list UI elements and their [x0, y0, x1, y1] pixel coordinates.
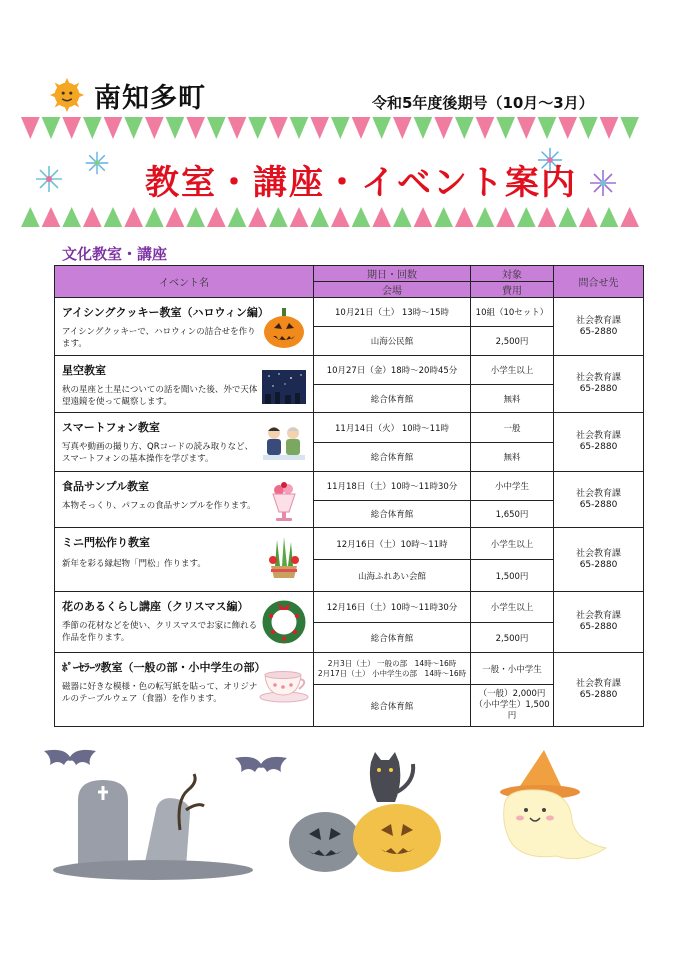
- event-fee: [471, 685, 554, 727]
- kadomatsu-icon: [261, 536, 307, 580]
- event-target: 一般・小中学生: [471, 653, 554, 685]
- bunting-flag: [414, 207, 433, 227]
- event-fee: 1,650円: [471, 501, 554, 528]
- bunting-flag: [455, 207, 474, 227]
- event-venue: 山海ふれあい会館: [314, 560, 471, 592]
- event-name-cell: [55, 653, 314, 727]
- contact-cell: [554, 298, 644, 356]
- table-row: [55, 472, 644, 501]
- table-row: [55, 356, 644, 385]
- bunting-flag: [83, 207, 102, 227]
- bunting-flag: [352, 117, 371, 139]
- event-title: 星空教室: [62, 364, 106, 377]
- event-target: 10組（10セット）: [471, 298, 554, 327]
- bunting-flag: [269, 117, 288, 139]
- bunting-flag: [372, 207, 391, 227]
- event-description: 磁器に好きな模様・色の転写紙を貼って、オリジナルのテーブルウェア（食器）を作ります。: [62, 682, 258, 704]
- contact-cell: [554, 413, 644, 472]
- bunting-flag: [476, 207, 495, 227]
- bunting-flag: [166, 207, 185, 227]
- contact-tel: 65-2880: [579, 622, 618, 632]
- bunting-flag: [207, 207, 226, 227]
- header-date-count: 期日・回数: [314, 266, 471, 282]
- event-target: 小学生以上: [471, 592, 554, 623]
- event-date: 11月18日（土）10時～11時30分: [314, 472, 471, 501]
- bunting-flag: [496, 207, 515, 227]
- contact-tel: 65-2880: [579, 499, 618, 510]
- bunting-flag: [166, 117, 185, 139]
- events-table: [54, 265, 644, 727]
- parfait-icon: [261, 480, 307, 524]
- bunting-flag: [331, 207, 350, 227]
- bunting-flag: [124, 117, 143, 139]
- bunting-flag: [372, 117, 391, 139]
- event-title: アイシングクッキー教室（ハロウィン編）: [62, 306, 269, 319]
- snowflake-icon: [84, 150, 110, 176]
- bunting-flag: [186, 207, 205, 227]
- bunting-flag: [600, 207, 619, 227]
- bunting-flag: [620, 117, 639, 139]
- bunting-flag: [186, 117, 205, 139]
- bunting-flag: [145, 117, 164, 139]
- bunting-flag: [579, 207, 598, 227]
- event-fee: 2,500円: [471, 327, 554, 356]
- bunting-flag: [538, 117, 557, 139]
- contact-cell: [554, 592, 644, 653]
- town-logo: [48, 74, 206, 116]
- bunting-flag: [517, 117, 536, 139]
- snowflake-icon: [588, 168, 618, 198]
- event-description: 写真や動画の撮り方、QRコードの読み取りなど、スマートフォンの基本操作を学びます。: [62, 442, 254, 464]
- christmas-wreath-icon: [261, 600, 307, 644]
- table-row: [55, 528, 644, 560]
- contact-dept: 社会教育課: [575, 315, 621, 326]
- event-date: 10月21日（土） 13時～15時: [314, 298, 471, 327]
- event-target: 一般: [471, 413, 554, 443]
- bunting-flag: [579, 117, 598, 139]
- bunting-flag: [558, 207, 577, 227]
- bunting-flag: [248, 207, 267, 227]
- event-date: [314, 653, 471, 685]
- event-title: 食品サンプル教室: [62, 480, 150, 493]
- table-row: [55, 653, 644, 685]
- header-venue: 会場: [314, 282, 471, 298]
- event-target: 小学生以上: [471, 356, 554, 385]
- bunting-flag: [83, 117, 102, 139]
- event-title: 花のあるくらし講座（クリスマス編）: [62, 600, 249, 613]
- bunting-flag: [558, 117, 577, 139]
- issue-label: 令和5年度後期号（10月～3月）: [372, 94, 594, 112]
- header-fee: 費用: [471, 282, 554, 298]
- bunting-flag: [228, 117, 247, 139]
- event-venue: 総合体育館: [314, 623, 471, 653]
- event-date: 12月16日（土）10時～11時: [314, 528, 471, 560]
- event-name-cell: [55, 298, 314, 356]
- sun-mascot-icon: [48, 76, 86, 114]
- bunting-flag: [21, 117, 40, 139]
- header-contact: 問合せ先: [554, 266, 644, 298]
- event-venue: 総合体育館: [314, 685, 471, 727]
- event-date-line: 2月3日（土） 一般の部 14時～16時: [327, 658, 457, 668]
- bunting-flag: [21, 207, 40, 227]
- bunting-flag: [434, 207, 453, 227]
- table-row: [55, 298, 644, 327]
- event-date: 12月16日（土）10時～11時30分: [314, 592, 471, 623]
- bunting-flag: [600, 117, 619, 139]
- bunting-flag: [538, 207, 557, 227]
- contact-tel: 65-2880: [579, 442, 618, 452]
- event-description: 新年を彩る縁起物「門松」作ります。: [62, 559, 206, 569]
- bunting-flag: [310, 207, 329, 227]
- event-venue: 山海公民館: [314, 327, 471, 356]
- contact-cell: [554, 528, 644, 592]
- bunting-flag: [207, 117, 226, 139]
- event-date: 11月14日（火） 10時～11時: [314, 413, 471, 443]
- event-target: 小中学生: [471, 472, 554, 501]
- event-name-cell: [55, 528, 314, 592]
- bunting-flag: [42, 207, 61, 227]
- bunting-flag: [104, 207, 123, 227]
- table-row: [55, 413, 644, 443]
- event-description: 本物そっくり、パフェの食品サンプルを作ります。: [62, 501, 256, 511]
- bunting-flag: [228, 207, 247, 227]
- snowflake-icon: [34, 164, 64, 194]
- contact-dept: 社会教育課: [575, 488, 621, 499]
- contact-tel: 65-2880: [579, 326, 618, 337]
- event-fee: 2,500円: [471, 623, 554, 653]
- bunting-flag: [124, 207, 143, 227]
- section-title: 文化教室・講座: [62, 245, 168, 263]
- teacup-icon: [257, 661, 311, 705]
- bunting-flag: [620, 207, 639, 227]
- contact-dept: 社会教育課: [575, 431, 621, 441]
- bunting-flag: [455, 117, 474, 139]
- header-target: 対象: [471, 266, 554, 282]
- contact-tel: 65-2880: [579, 689, 618, 700]
- bunting-flag: [414, 117, 433, 139]
- bunting-flag: [62, 207, 81, 227]
- contact-dept: 社会教育課: [575, 678, 621, 689]
- bunting-flag: [393, 117, 412, 139]
- event-name-cell: [55, 592, 314, 653]
- contact-dept: 社会教育課: [575, 548, 621, 559]
- contact-tel: 65-2880: [579, 559, 618, 570]
- smartphone-lesson-icon: [261, 421, 307, 465]
- event-title: ミニ門松作り教室: [62, 536, 150, 549]
- contact-dept: 社会教育課: [575, 611, 621, 621]
- bunting-flag: [42, 117, 61, 139]
- event-date-line: 2月17日（土） 小中学生の部 14時～16時: [317, 668, 467, 678]
- contact-cell: [554, 472, 644, 528]
- event-fee: 1,500円: [471, 560, 554, 592]
- event-fee: 無料: [471, 385, 554, 413]
- bunting-flag: [496, 117, 515, 139]
- bunting-flag: [145, 207, 164, 227]
- contact-cell: [554, 356, 644, 413]
- bunting-banner-top: [20, 116, 640, 140]
- town-name: 南知多町: [94, 82, 206, 114]
- contact-dept: 社会教育課: [575, 373, 621, 383]
- event-venue: 総合体育館: [314, 385, 471, 413]
- contact-cell: [554, 653, 644, 727]
- black-cat-pumpkins-icon: [285, 752, 455, 882]
- event-venue: 総合体育館: [314, 501, 471, 528]
- ghost-witch-icon: [486, 748, 616, 870]
- bunting-flag: [290, 207, 309, 227]
- bunting-flag: [393, 207, 412, 227]
- jack-o-lantern-icon: [261, 306, 307, 350]
- event-fee-line: （一般）2,000円: [478, 689, 546, 699]
- bunting-flag: [62, 117, 81, 139]
- event-description: 秋の星座と土星についての話を聞いた後、外で天体望遠鏡を使って観察します。: [62, 385, 258, 407]
- bunting-flag: [434, 117, 453, 139]
- night-sky-icon: [261, 364, 307, 408]
- bunting-flag: [310, 117, 329, 139]
- event-fee: 無料: [471, 443, 554, 472]
- graveyard-icon: [48, 770, 258, 880]
- event-description: アイシングクッキーで、ハロウィンの詰合せを作ります。: [62, 327, 256, 349]
- bunting-flag: [290, 117, 309, 139]
- table-row: [55, 592, 644, 623]
- event-venue: 総合体育館: [314, 443, 471, 472]
- bunting-flag: [104, 117, 123, 139]
- event-fee-line: （小中学生）1,500円: [474, 700, 550, 721]
- bunting-flag: [517, 207, 536, 227]
- event-target: 小学生以上: [471, 528, 554, 560]
- event-date: 10月27日（金）18時～20時45分: [314, 356, 471, 385]
- event-title: ﾎﾟｰｾﾗｰﾂ教室（一般の部・小中学生の部）: [62, 661, 266, 674]
- page-title: 教室・講座・イベント案内: [145, 163, 577, 203]
- event-name-cell: [55, 413, 314, 472]
- event-title: スマートフォン教室: [62, 421, 160, 434]
- event-description: 季節の花材などを使い、クリスマスでお家に飾れる作品を作ります。: [62, 621, 258, 643]
- contact-tel: 65-2880: [579, 384, 618, 394]
- bunting-banner-bottom: [20, 206, 640, 228]
- event-name-cell: [55, 356, 314, 413]
- bunting-flag: [476, 117, 495, 139]
- bunting-flag: [248, 117, 267, 139]
- bunting-flag: [331, 117, 350, 139]
- bunting-flag: [352, 207, 371, 227]
- event-name-cell: [55, 472, 314, 528]
- header-event-name: イベント名: [55, 266, 314, 298]
- bunting-flag: [269, 207, 288, 227]
